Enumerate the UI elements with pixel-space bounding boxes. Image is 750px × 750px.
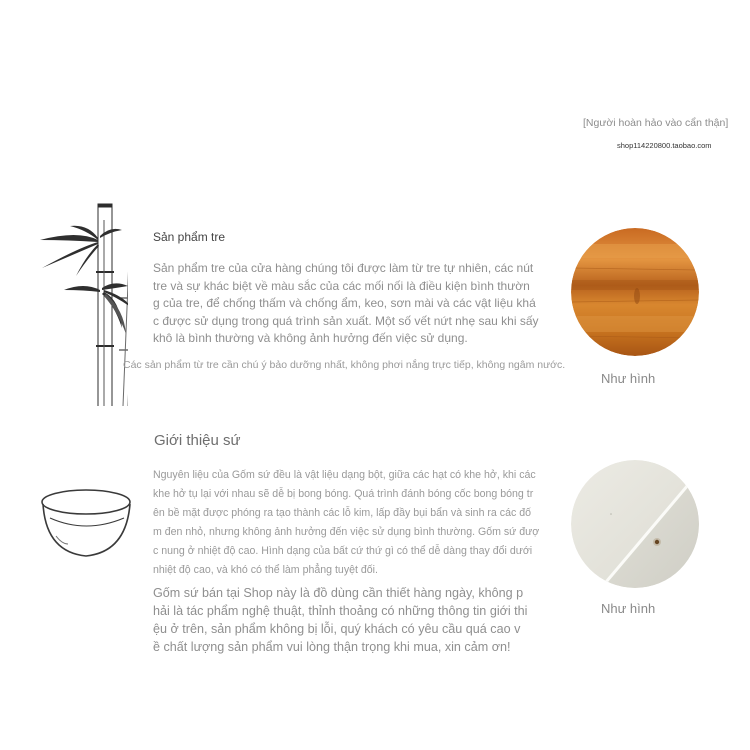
bamboo-description-line: g của tre, để chống thấm và chống ẩm, keo, sơn mài và các vật liệu khá — [153, 296, 536, 311]
bamboo-image-caption: Như hình — [601, 371, 656, 386]
ceramic-description-line: m đen nhỏ, nhưng không ảnh hưởng đến việc sử dụng bình thường. Gốm sứ đượ — [153, 526, 540, 538]
ceramic-section-title: Giới thiệu sứ — [154, 432, 241, 449]
ceramic-description-line: khe hở tụ lại với nhau sẽ dễ bị bong bóng. Quá trình đánh bóng cốc bong bóng tr — [153, 488, 534, 500]
bamboo-description-line: Sản phẩm tre của cửa hàng chúng tôi được làm từ tre tự nhiên, các nút — [153, 261, 534, 275]
ceramic-disclaimer — [153, 584, 553, 656]
bamboo-section-title: Sản phẩm tre — [153, 230, 226, 244]
bamboo-description-line: tre và sự khác biệt về màu sắc của các mối nối là điều kiện bình thườn — [153, 278, 530, 293]
ceramic-description-line: Nguyên liệu của Gốm sứ đều là vật liệu dạng bột, giữa các hạt có khe hở, khi các — [153, 469, 536, 481]
bamboo-wood-sample-image — [571, 228, 699, 356]
shop-url[interactable]: shop114220800.taobao.com — [617, 141, 712, 150]
bamboo-description-line: c được sử dụng trong quá trình sản xuất. Một số vết nứt nhẹ sau khi sấy — [153, 313, 539, 328]
ceramic-description-line: ên bề mặt được phóng ra tạo thành các lỗ kim, lấp đầy bụi bẩn và sinh ra các đố — [153, 507, 531, 519]
shop-tagline: [Người hoàn hảo vào cẩn thận] — [583, 117, 729, 129]
ceramic-disclaimer-line: hải là tác phẩm nghệ thuật, thỉnh thoảng có những thông tin giới thi — [153, 604, 528, 618]
ceramic-bowl-icon — [38, 482, 134, 564]
ceramic-disclaimer-line: ề chất lượng sản phẩm vui lòng thận trọng khi mua, xin cảm ơn! — [153, 640, 511, 654]
ceramic-description-line: c nung ở nhiệt độ cao. Hình dạng của bất cứ thứ gì có thể dễ dàng thay đổi dưới — [153, 545, 533, 557]
ceramic-surface-sample-image — [571, 460, 699, 588]
bamboo-description-line: khô là bình thường và không ảnh hưởng đến việc sử dụng. — [153, 331, 468, 346]
ceramic-disclaimer-line: Gốm sứ bán tại Shop này là đồ dùng cần thiết hàng ngày, không p — [153, 586, 524, 600]
bamboo-icon — [28, 200, 128, 410]
ceramic-description-line: nhiệt độ cao, và khó có thể làm phẳng tuyệt đối. — [153, 564, 378, 576]
ceramic-description — [153, 466, 553, 580]
ceramic-image-caption: Như hình — [601, 601, 656, 616]
bamboo-description — [153, 260, 545, 348]
bamboo-care-note: Các sản phẩm từ tre cần chú ý bảo dưỡng nhất, không phơi nắng trực tiếp, không ngâm nước. — [123, 359, 566, 371]
ceramic-disclaimer-line: ệu ở trên, sản phẩm không bị lỗi, quý khách có yêu cầu quá cao v — [153, 622, 521, 636]
